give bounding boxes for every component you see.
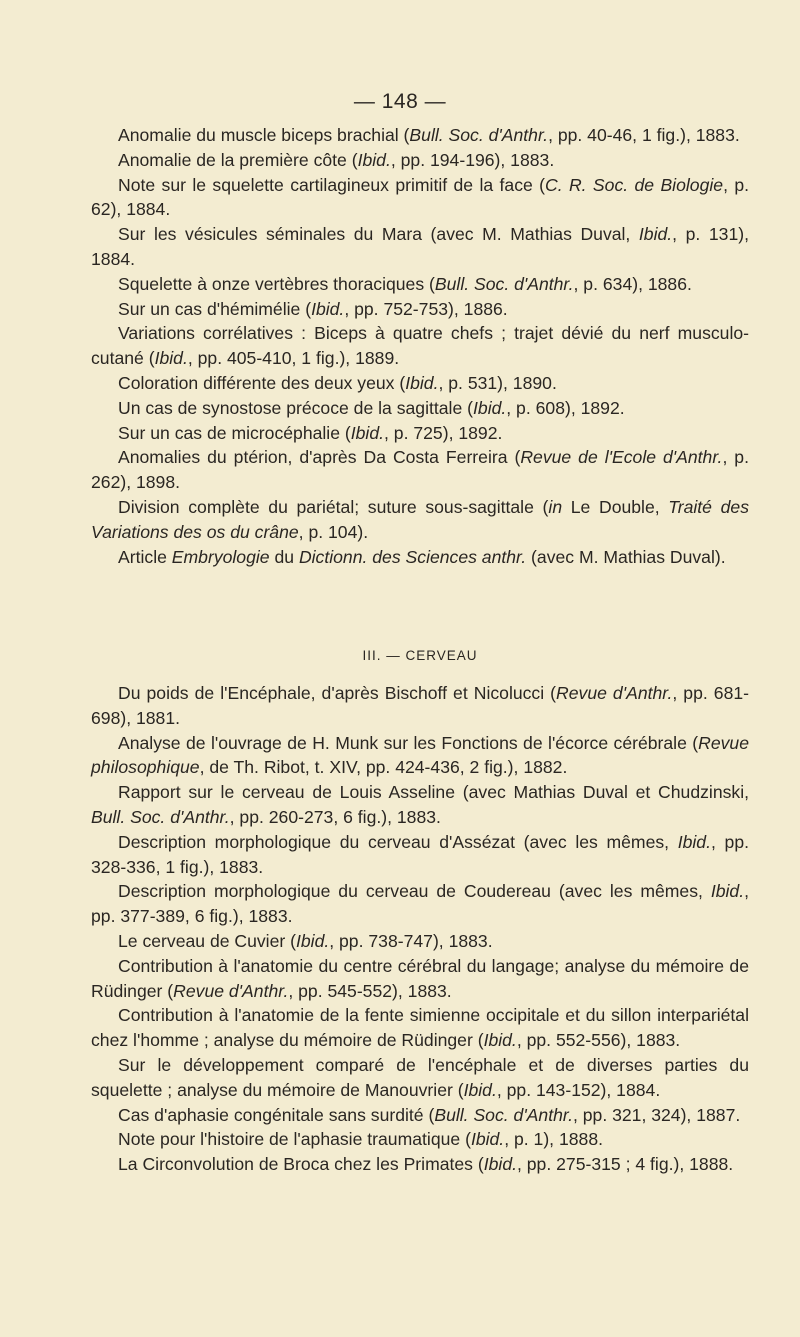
citation-title: Ibid.	[357, 149, 391, 170]
bibliography-entry: Analyse de l'ouvrage de H. Munk sur les Fonctions de l'écorce cérébrale (Revue philosophique, de Th. Ribot, t. XIV, pp. 424-436, 2 fig.), 1882.	[91, 732, 749, 778]
citation-title: Revue d'Anthr.	[556, 683, 673, 703]
citation-title: Ibid.	[154, 348, 188, 369]
citation-title: Bull. Soc. d'Anthr.	[434, 273, 574, 294]
bibliography-entry: Sur un cas de microcéphalie (Ibid., p. 725), 1892.	[118, 422, 503, 443]
section-cerveau	[91, 648, 749, 663]
citation-title: Ibid.	[295, 930, 330, 951]
bibliography-entry: Sur les vésicules séminales du Mara (avec M. Mathias Duval, Ibid., p. 131), 1884.	[91, 224, 749, 269]
citation-title: Dictionn. des Sciences anthr.	[298, 546, 527, 567]
bibliography-entry: Sur le développement comparé de l'encéphale et de diverses parties du squelette ; analyse du mémoire de Manouvrier (Ibid., pp. 143-152), 1884.	[91, 1054, 749, 1100]
bibliography-list-top	[91, 123, 749, 569]
bibliography-entry: Sur un cas d'hémimélie (Ibid., pp. 752-753), 1886.	[118, 298, 508, 319]
bibliography-entry: Anomalie du muscle biceps brachial (Bull. Soc. d'Anthr., pp. 40-46, 1 fig.), 1883.	[118, 125, 740, 145]
citation-title: Revue de l'Ecole d'Anthr.	[520, 447, 723, 468]
bibliography-entry: Coloration différente des deux yeux (Ibid., p. 531), 1890.	[118, 372, 557, 393]
bibliography-entry: Rapport sur le cerveau de Louis Asseline (avec Mathias Duval et Chudzinski, Bull. Soc. d'Anthr., pp. 260-273, 6 fig.), 1883.	[91, 782, 749, 827]
bibliography-entry: Le cerveau de Cuvier (Ibid., pp. 738-747), 1883.	[118, 930, 493, 951]
citation-title: Ibid.	[483, 1030, 517, 1051]
bibliography-entry: Squelette à onze vertèbres thoraciques (Bull. Soc. d'Anthr., p. 634), 1886.	[118, 273, 692, 294]
bibliography-entry: Note pour l'histoire de l'aphasie traumatique (Ibid., p. 1), 1888.	[118, 1129, 603, 1150]
bibliography-entry: Description morphologique du cerveau d'Assézat (avec les mêmes, Ibid., pp. 328-336, 1 fig.), 1883.	[91, 831, 749, 877]
bibliography-entry: Division complète du pariétal; suture sous-sagittale (in Le Double, Traité des Variations des os du crâne, p. 104).	[91, 496, 749, 542]
bibliography-entry: Anomalie de la première côte (Ibid., pp. 194-196), 1883.	[118, 149, 555, 170]
section-heading: III. — CERVEAU	[362, 648, 478, 663]
bibliography-entry: Du poids de l'Encéphale, d'après Bischoff et Nicolucci (Revue d'Anthr., pp. 681-698), 1881.	[91, 683, 750, 728]
citation-title: Traité des Variations des os du crâne	[91, 496, 749, 542]
citation-title: in	[548, 496, 563, 517]
citation-title: Ibid.	[311, 298, 345, 319]
citation-title: Bull. Soc. d'Anthr.	[434, 1104, 573, 1125]
bibliography-entry: Un cas de synostose précoce de la sagittale (Ibid., p. 608), 1892.	[118, 397, 625, 418]
bibliography-entry: Description morphologique du cerveau de Coudereau (avec les mêmes, Ibid., pp. 377-389, 6 fig.), 1883.	[91, 881, 749, 927]
citation-title: Ibid.	[473, 397, 507, 418]
bibliography-entry: Contribution à l'anatomie du centre cérébral du langage; analyse du mémoire de Rüdinger (Revue d'Anthr., pp. 545-552), 1883.	[91, 955, 749, 1001]
bibliography-entry: Cas d'aphasie congénitale sans surdité (Bull. Soc. d'Anthr., pp. 321, 324), 1887.	[118, 1104, 741, 1125]
bibliography-entry: Anomalies du ptérion, d'après Da Costa Ferreira (Revue de l'Ecole d'Anthr., p. 262), 1898.	[91, 447, 749, 493]
bibliography-entry: Article Embryologie du Dictionn. des Sciences anthr. (avec M. Mathias Duval).	[118, 546, 726, 567]
bibliography-entry: Contribution à l'anatomie de la fente simienne occipitale et du sillon interpariétal chez l'homme ; analyse du mémoire de Rüdinger (Ibid., pp. 552-556), 1883.	[91, 1005, 749, 1051]
citation-title: Ibid.	[710, 881, 745, 902]
citation-title: Ibid.	[677, 831, 711, 852]
citation-title: Ibid.	[350, 422, 385, 443]
page-number: — 148 —	[353, 90, 447, 113]
bibliography-entry: Variations corrélatives : Biceps à quatre chefs ; trajet dévié du nerf musculo-cutané (Ibid., pp. 405-410, 1 fig.), 1889.	[91, 323, 749, 369]
citation-title: Bull. Soc. d'Anthr.	[91, 806, 230, 827]
citation-title: Embryologie	[171, 546, 270, 567]
citation-title: C. R. Soc. de Biologie	[545, 174, 724, 195]
citation-title: Ibid.	[638, 224, 673, 245]
citation-title: Revue philosophique	[91, 732, 749, 778]
citation-title: Revue d'Anthr.	[173, 980, 289, 1001]
bibliography-entry: Note sur le squelette cartilagineux primitif de la face (C. R. Soc. de Biologie, p. 62), 1884.	[91, 174, 749, 220]
citation-title: Ibid.	[463, 1079, 497, 1100]
citation-title: Ibid.	[405, 372, 439, 393]
citation-title: Ibid.	[470, 1129, 505, 1150]
citation-title: Ibid.	[483, 1154, 517, 1175]
citation-title: Bull. Soc. d'Anthr.	[409, 125, 549, 145]
bibliography-list-bottom	[91, 681, 749, 1177]
bibliography-entry: La Circonvolution de Broca chez les Primates (Ibid., pp. 275-315 ; 4 fig.), 1888.	[118, 1154, 734, 1175]
